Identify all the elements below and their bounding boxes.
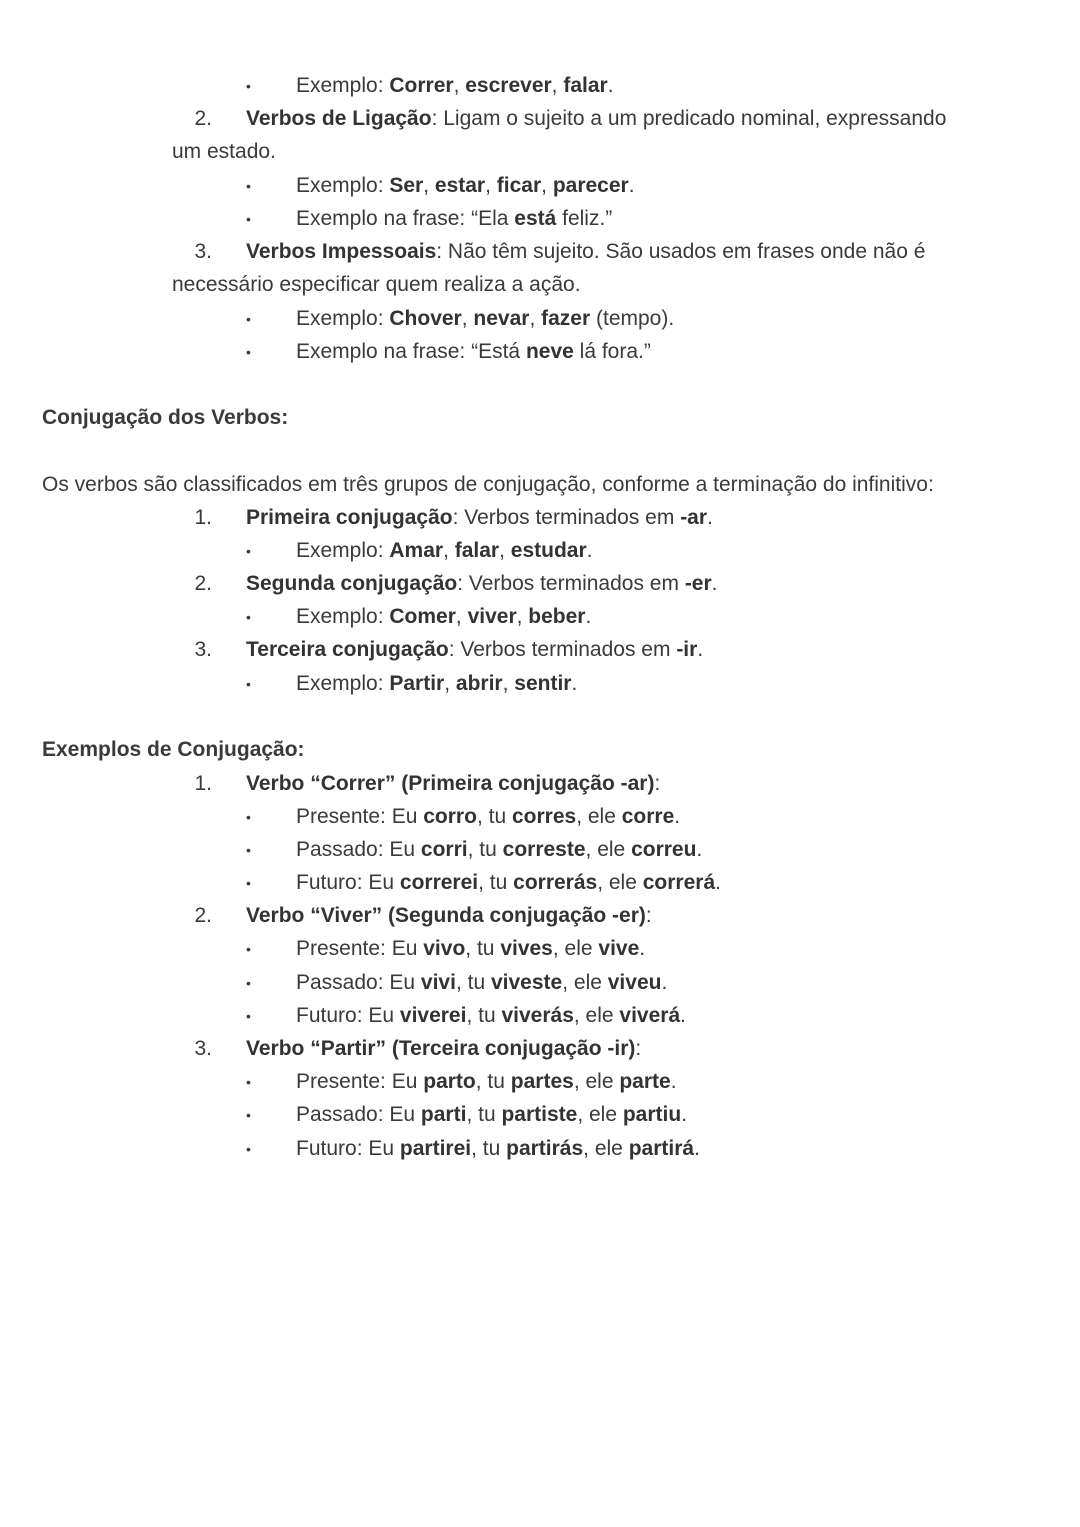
tense-line: Passado: Eu corri, tu correste, ele correu. [296,838,703,861]
example-correr: Exemplo: Correr, escrever, falar. [296,74,614,97]
section-heading-exemplos: Exemplos de Conjugação: [42,738,305,761]
tense-line: Passado: Eu vivi, tu viveste, ele viveu. [296,971,668,994]
bullet: • [246,543,251,559]
list-number: 2. [194,904,212,927]
verb-partir-title: Verbo “Partir” (Terceira conjugação -ir): [246,1037,642,1060]
item-segunda-conjugacao: Segunda conjugação: Verbos terminados em -er. [246,572,718,595]
bullet: • [246,1074,251,1090]
bullet: • [246,1008,251,1024]
example-ser: Exemplo: Ser, estar, ficar, parecer. [296,174,635,197]
bullet: • [246,211,251,227]
bullet: • [246,311,251,327]
intro-paragraph: Os verbos são classificados em três grupos de conjugação, conforme a terminação do infinitivo: [42,473,934,496]
example-comer: Exemplo: Comer, viver, beber. [296,605,592,628]
bullet: • [246,676,251,692]
example-frase-ela: Exemplo na frase: “Ela está feliz.” [296,207,613,230]
bullet: • [246,842,251,858]
bullet: • [246,875,251,891]
bullet: • [246,809,251,825]
bullet: • [246,78,251,94]
verb-viver-title: Verbo “Viver” (Segunda conjugação -er): [246,904,652,927]
tense-line: Presente: Eu vivo, tu vives, ele vive. [296,937,646,960]
list-number: 1. [194,772,212,795]
example-chover: Exemplo: Chover, nevar, fazer (tempo). [296,307,675,330]
item-verbos-impessoais-cont: necessário especificar quem realiza a ação. [172,273,581,296]
bullet: • [246,1141,251,1157]
example-frase-neve: Exemplo na frase: “Está neve lá fora.” [296,340,651,363]
item-primeira-conjugacao: Primeira conjugação: Verbos terminados em -ar. [246,506,713,529]
tense-line: Passado: Eu parti, tu partiste, ele partiu. [296,1103,688,1126]
list-number: 2. [194,107,212,130]
bullet: • [246,178,251,194]
verb-correr-title: Verbo “Correr” (Primeira conjugação -ar): [246,772,661,795]
list-number: 3. [194,240,212,263]
list-number: 1. [194,506,212,529]
tense-line: Futuro: Eu correrei, tu correrás, ele correrá. [296,871,721,894]
tense-line: Futuro: Eu partirei, tu partirás, ele partirá. [296,1137,700,1160]
tense-line: Presente: Eu parto, tu partes, ele parte. [296,1070,677,1093]
item-verbos-impessoais: Verbos Impessoais: Não têm sujeito. São usados em frases onde não é [246,240,926,263]
bullet: • [246,344,251,360]
tense-line: Presente: Eu corro, tu corres, ele corre. [296,805,681,828]
bullet: • [246,941,251,957]
section-heading-conjugacao: Conjugação dos Verbos: [42,406,289,429]
list-number: 3. [194,638,212,661]
item-verbos-ligacao-cont: um estado. [172,140,276,163]
tense-line: Futuro: Eu viverei, tu viverás, ele viverá. [296,1004,686,1027]
list-number: 2. [194,572,212,595]
bullet: • [246,609,251,625]
bullet: • [246,975,251,991]
bullet: • [246,1107,251,1123]
list-number: 3. [194,1037,212,1060]
example-partir: Exemplo: Partir, abrir, sentir. [296,672,578,695]
item-verbos-ligacao: Verbos de Ligação: Ligam o sujeito a um predicado nominal, expressando [246,107,947,130]
item-terceira-conjugacao: Terceira conjugação: Verbos terminados em -ir. [246,638,704,661]
example-amar: Exemplo: Amar, falar, estudar. [296,539,593,562]
